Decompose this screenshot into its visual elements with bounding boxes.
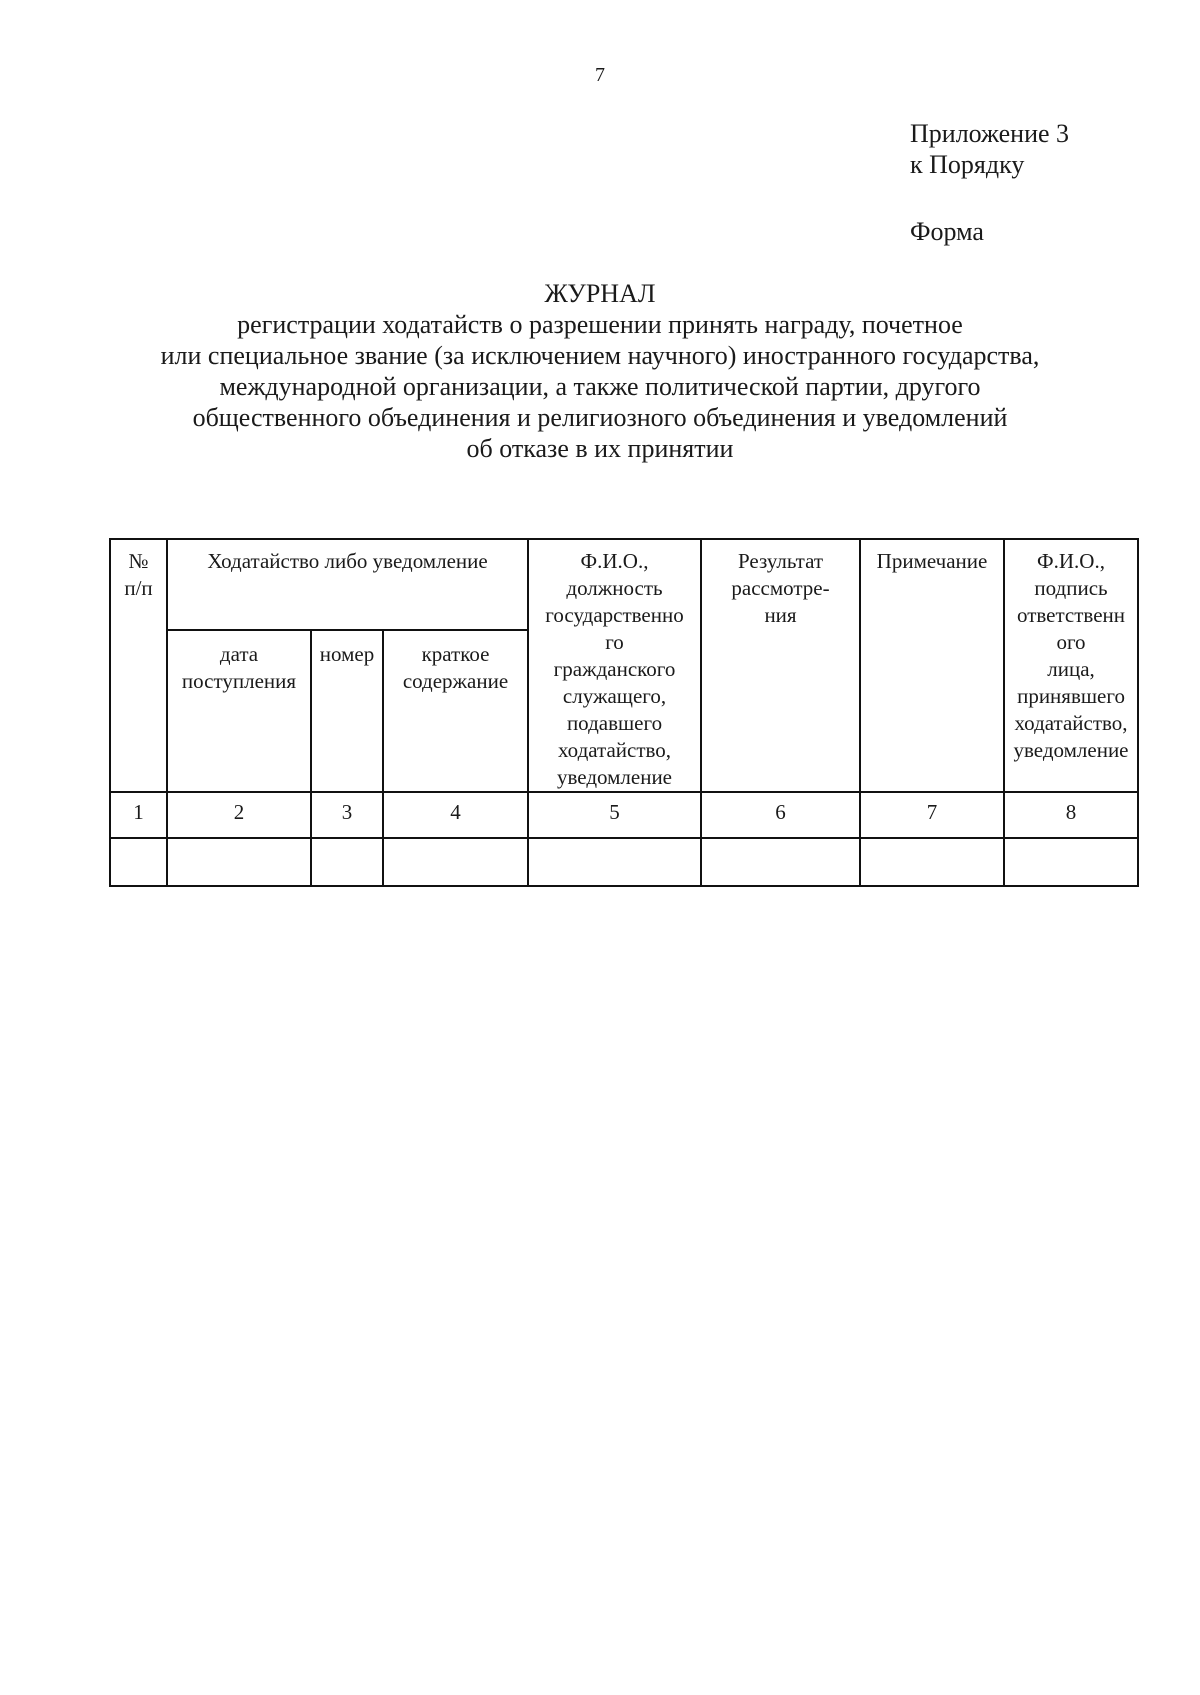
header-text: подпись — [1034, 576, 1108, 600]
form-label: Форма — [910, 217, 984, 246]
empty-cell — [1004, 838, 1138, 886]
sub-number-header: номер — [311, 630, 383, 792]
header-text: служащего, — [562, 684, 667, 708]
col-responsible-header — [1004, 539, 1138, 792]
header-text: ходатайство, — [557, 738, 672, 762]
header-text: дата — [219, 641, 259, 666]
col-note-header: Примечание — [860, 539, 1004, 792]
column-number: 2 — [167, 792, 311, 838]
empty-cell — [528, 838, 701, 886]
appendix-line: к Порядку — [910, 150, 1025, 179]
sub-summary-header — [383, 630, 528, 792]
header-text: подавшего — [566, 711, 663, 735]
column-number: 3 — [311, 792, 383, 838]
header-text: принявшего — [1017, 684, 1125, 708]
title-line: или специальное звание (за исключением научного) иностранного государства, — [160, 341, 1040, 370]
header-text: го — [605, 630, 624, 654]
header-text: гражданского — [553, 657, 676, 681]
empty-cell — [167, 838, 311, 886]
header-text: государственно — [545, 603, 684, 627]
header-text: Ф.И.О., — [1037, 549, 1105, 573]
column-number-row — [110, 792, 1138, 838]
appendix-note — [910, 118, 1069, 180]
empty-cell — [311, 838, 383, 886]
header-text: ого — [1056, 630, 1086, 654]
title-line: международной организации, а также политической партии, другого — [219, 372, 981, 401]
header-text: краткое — [421, 641, 490, 666]
col-index-header — [110, 539, 167, 792]
header-text: п/п — [124, 576, 153, 600]
title-line: регистрации ходатайств о разрешении принять награду, почетное — [237, 310, 963, 339]
title-heading: ЖУРНАЛ — [544, 279, 656, 308]
header-text: ния — [764, 603, 797, 627]
column-number: 7 — [860, 792, 1004, 838]
header-text: рассмотре- — [731, 576, 830, 600]
column-number: 4 — [383, 792, 528, 838]
empty-cell — [383, 838, 528, 886]
header-text: Ф.И.О., — [580, 549, 649, 573]
page-number: 7 — [595, 64, 605, 86]
document-title — [100, 278, 1100, 464]
column-number: 5 — [528, 792, 701, 838]
empty-cell — [110, 838, 167, 886]
column-number: 1 — [110, 792, 167, 838]
header-text: Результат — [737, 549, 824, 573]
col-result-header — [701, 539, 860, 792]
header-text: № — [128, 549, 149, 573]
header-text: ходатайство, — [1014, 711, 1128, 735]
empty-entry-row — [110, 838, 1138, 886]
sub-date-header — [167, 630, 311, 792]
header-text: уведомление — [557, 765, 673, 789]
table-header-row — [110, 539, 1138, 630]
column-number: 8 — [1004, 792, 1138, 838]
column-number: 6 — [701, 792, 860, 838]
header-text: содержание — [402, 668, 509, 693]
col-applicant-header — [528, 539, 701, 792]
journal-table — [109, 538, 1139, 887]
appendix-line: Приложение 3 — [910, 119, 1070, 148]
header-text: уведомление — [1013, 738, 1129, 762]
header-text: лица, — [1047, 657, 1095, 681]
title-line: об отказе в их принятии — [466, 434, 734, 463]
empty-cell — [860, 838, 1004, 886]
header-text: поступления — [181, 668, 297, 693]
header-text: должность — [566, 576, 663, 600]
group-header: Ходатайство либо уведомление — [167, 539, 528, 630]
empty-cell — [701, 838, 860, 886]
header-text: ответственн — [1016, 603, 1126, 627]
title-line: общественного объединения и религиозного объединения и уведомлений — [192, 403, 1008, 432]
